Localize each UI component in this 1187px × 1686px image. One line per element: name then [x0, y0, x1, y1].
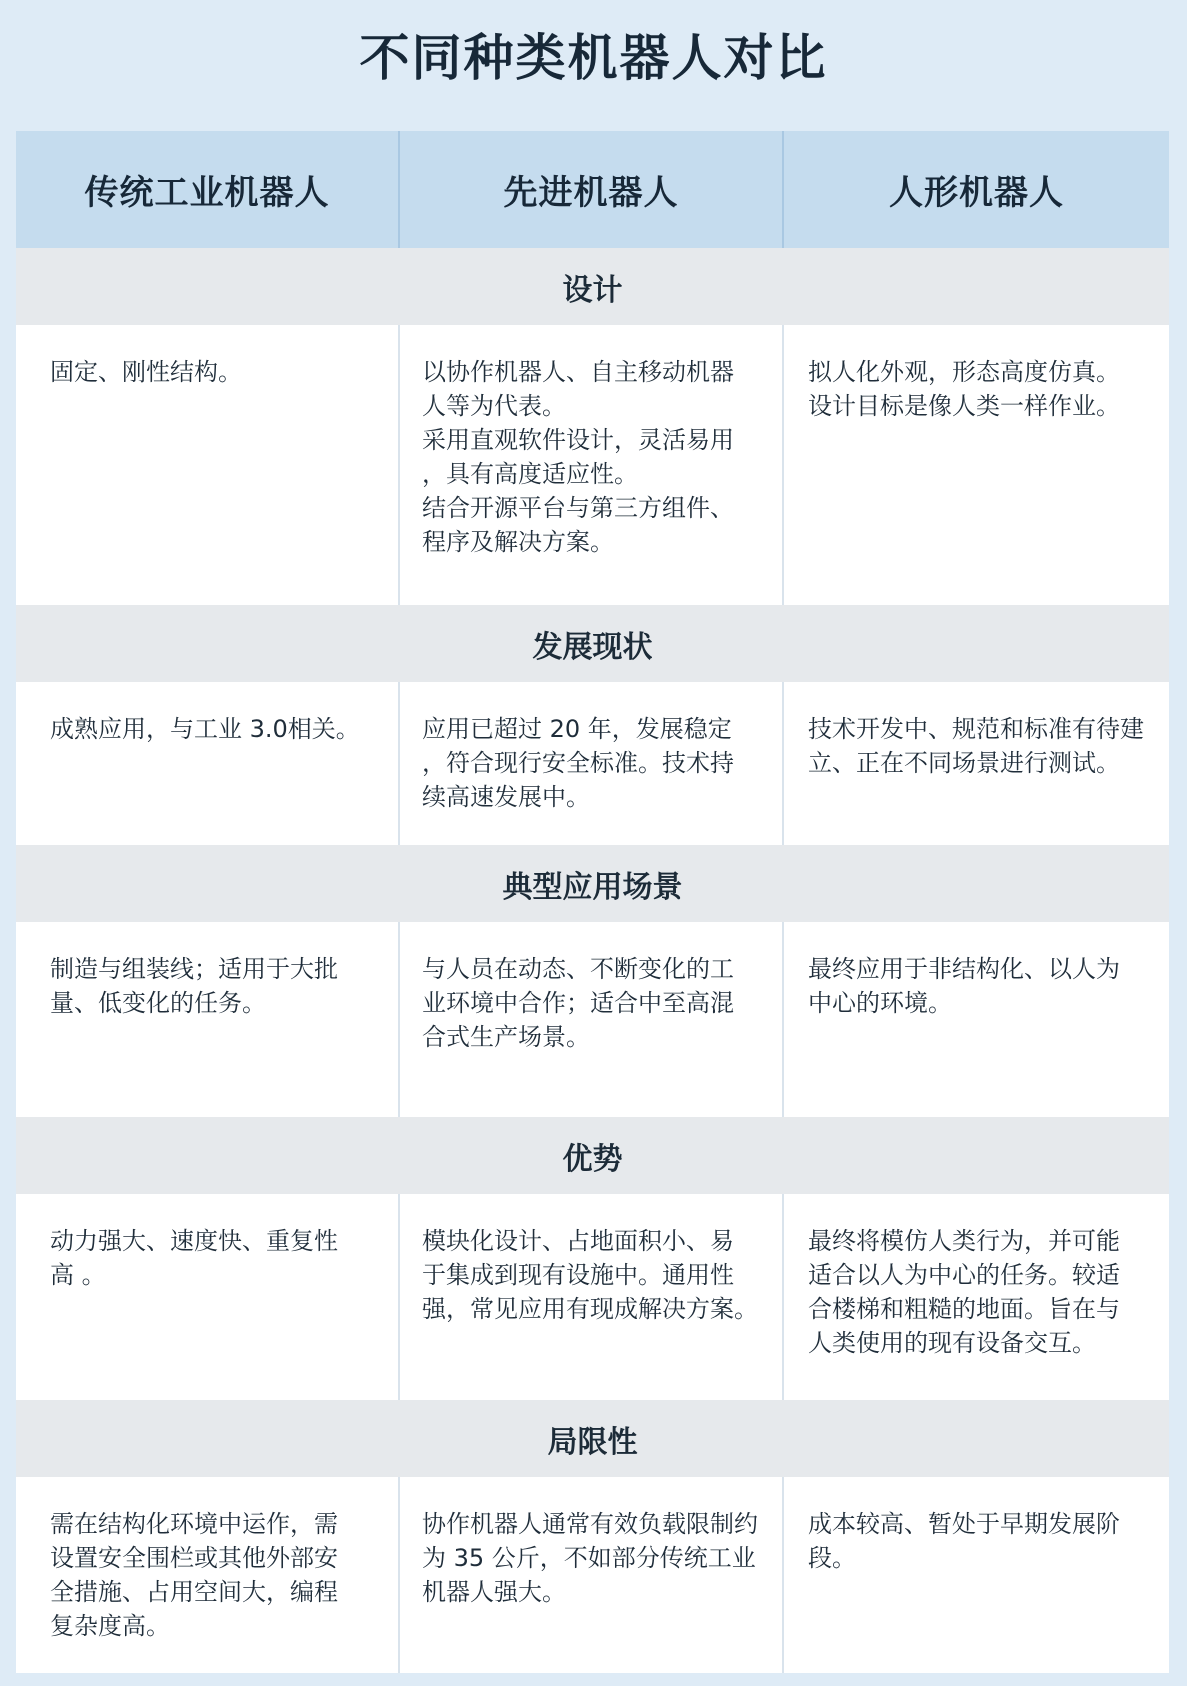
cell-advantage-humanoid: 最终将模仿人类行为，并可能 适合以人为中心的任务。较适 合楼梯和粗糙的地面。旨在与 人类使用的现有设备交互。: [808, 1227, 1120, 1357]
section-header-limit: 局限性: [16, 1400, 1169, 1477]
cell-limit-humanoid: 成本较高、暂处于早期发展阶 段。: [808, 1510, 1120, 1572]
cell-advantage-traditional: 动力强大、速度快、重复性 高 。: [16, 1194, 400, 1400]
section-header-design: 设计: [16, 248, 1169, 325]
cell-status-traditional: 成熟应用，与工业 3.0相关。: [16, 682, 400, 845]
page-title: 不同种类机器人对比: [359, 29, 828, 87]
cell-scenes-traditional: 制造与组装线；适用于大批 量、低变化的任务。: [16, 922, 400, 1117]
section-header-advantage: 优势: [16, 1117, 1169, 1194]
column-header-advanced: 先进机器人: [400, 131, 784, 248]
column-header-traditional: 传统工业机器人: [16, 131, 400, 248]
table-row-design: [16, 325, 1169, 605]
cell-design-traditional: 固定、刚性结构。: [16, 325, 400, 605]
cell-design-humanoid: 拟人化外观，形态高度仿真。 设计目标是像人类一样作业。: [808, 358, 1120, 420]
section-header-scenes: 典型应用场景: [16, 845, 1169, 922]
table-row-limit: [16, 1477, 1169, 1673]
cell-advantage-advanced: 模块化设计、占地面积小、易 于集成到现有设施中。通用性 强，常见应用有现成解决方案。: [400, 1194, 784, 1400]
section-header-status: 发展现状: [16, 605, 1169, 682]
cell-scenes-humanoid: 最终应用于非结构化、以人为 中心的环境。: [808, 955, 1120, 1017]
table-header-row: [16, 131, 1169, 248]
column-header-humanoid: 人形机器人: [889, 173, 1064, 213]
comparison-table: [16, 131, 1169, 1673]
cell-status-advanced: 应用已超过 20 年，发展稳定 ，符合现行安全标准。技术持 续高速发展中。: [400, 682, 784, 845]
table-row-advantage: [16, 1194, 1169, 1400]
cell-limit-advanced: 协作机器人通常有效负载限制约 为 35 公斤，不如部分传统工业 机器人强大。: [400, 1477, 784, 1673]
cell-scenes-advanced: 与人员在动态、不断变化的工 业环境中合作；适合中至高混 合式生产场景。: [400, 922, 784, 1117]
cell-status-humanoid: 技术开发中、规范和标准有待建 立、正在不同场景进行测试。: [808, 715, 1144, 777]
table-row-scenes: [16, 922, 1169, 1117]
cell-limit-traditional: 需在结构化环境中运作，需 设置安全围栏或其他外部安 全措施、占用空间大，编程 复杂度高。: [16, 1477, 400, 1673]
table-row-status: [16, 682, 1169, 845]
cell-design-advanced: 以协作机器人、自主移动机器 人等为代表。 采用直观软件设计，灵活易用 ，具有高度适应性。 结合开源平台与第三方组件、 程序及解决方案。: [400, 325, 784, 605]
